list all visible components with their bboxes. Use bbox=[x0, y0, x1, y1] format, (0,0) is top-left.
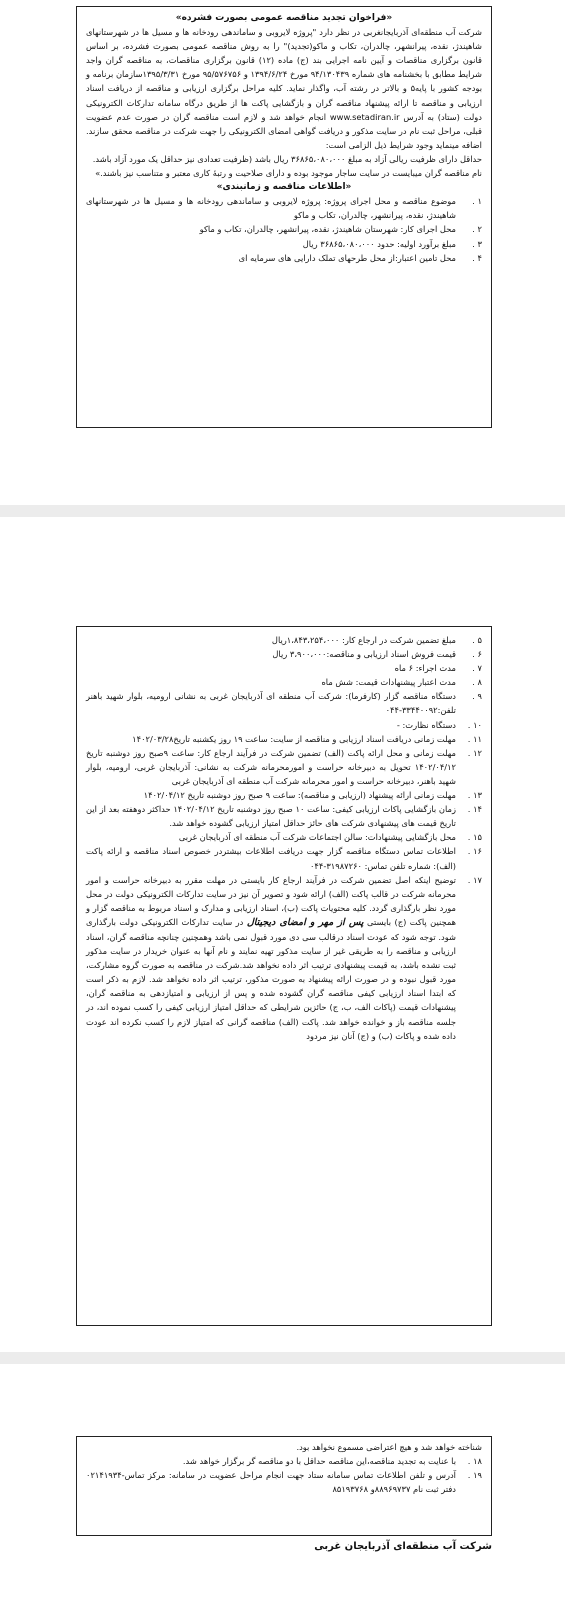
item-number: ۱۰ . bbox=[467, 719, 482, 730]
page-1 bbox=[0, 0, 565, 505]
item-text: دستگاه نظارت: - bbox=[396, 719, 456, 730]
list-item bbox=[86, 647, 482, 661]
intro-paragraph: شرکت آب منطقه‌ای آذربایجانغربی در نظر دارد "پروژه لایروبی و ساماندهی رودخانه ها و مسیل ها در شهرستانهای شاهیندژ، نقده، پیرانشهر، چالدران، تکاب و ماکو(تجدید)" را به روش مناقصه عمومی بصورت فشرده، بر اساس قانون برگزاری مناقصات و آیین نامه اجرایی بند (ج) ماده (۱۲) قانون برگزاری مناقصات، به مناقصه گران واجد شرایط مطابق با بخشنامه های شماره ۹۴/۱۳۰۴۳۹ مورخ ۱۳۹۴/۶/۲۴ و ۹۵/۵۷۶۷۵۶ مورخ ۱۳۹۵/۳/۳۱سازمان برنامه و بودجه کشور با پایه۵ و بالاتر در رشته آب، واگذار نماید. کلیه مراحل برگزاری ارزیابی و مناقصه از دریافت اسناد ارزیابی و مناقصه تا ارائه پیشنهاد مناقصه گران و بازگشایی پاکت ها از طریق درگاه سامانه تدارکات الکترونیکی دولت (ستاد) به آدرس www.setadiran.ir انجام خواهد شد و لازم است مناقصه گران در صورت عدم عضویت قبلی، مراحل ثبت نام در سایت مذکور و دریافت گواهی امضای الکترونیکی را جهت شرکت در مناقصه محقق سازند. اضافه مینماید وجود شرایط ذیل الزامی است: bbox=[86, 27, 482, 150]
notice-title: «فراخوان تجدید مناقصه عمومی بصورت فشرده» bbox=[175, 13, 393, 23]
list-item bbox=[86, 830, 482, 844]
company-name: شرکت آب منطقه‌ای آذربایجان غربی bbox=[314, 1541, 492, 1552]
list-item bbox=[86, 732, 482, 746]
item-number: ۱۱ . bbox=[467, 733, 482, 744]
item-text: آدرس و تلفن اطلاعات تماس سامانه ستاد جهت انجام مراحل عضویت در سامانه: مرکز تماس-۰۲۱۴۱۹۳۴ دفتر ثبت نام ۸۸۹۶۹۷۳۷و ۸۵۱۹۳۷۶۸ bbox=[86, 1470, 456, 1495]
item-number: ۴ . bbox=[472, 252, 482, 263]
notice-box-2 bbox=[76, 626, 492, 1326]
list-item bbox=[86, 237, 482, 251]
digital-signature-emphasis: پس از مهر و امضای دیجیتال bbox=[246, 916, 364, 928]
items-list-1 bbox=[86, 194, 482, 264]
page-separator-1 bbox=[0, 505, 565, 517]
list-item bbox=[86, 661, 482, 675]
item-text: مهلت زمانی ارائه پیشنهاد (ارزیابی و مناقصه): ساعت ۹ صبح روز دوشنبه تاریخ ۱۴۰۲/۰۴/۱۲ bbox=[143, 790, 456, 801]
list-item bbox=[86, 718, 482, 732]
continuation-text: شناخته خواهد شد و هیچ اعتراضی مسموع نخواهد بود. bbox=[296, 1442, 482, 1452]
page-2 bbox=[0, 517, 565, 1352]
item-number: ۱۵ . bbox=[467, 832, 482, 843]
items-list-2 bbox=[86, 633, 482, 873]
page-3 bbox=[0, 1364, 565, 1600]
item-number: ۱۸ . bbox=[467, 1456, 482, 1467]
item-text: زمان بازگشایی پاکات ارزیابی کیفی: ساعت ۱۰ صبح روز دوشنبه تاریخ ۱۴۰۲/۰۴/۱۲ حداکثر دوهفته بعد از این تاریخ قیمت های پیشنهادی شرکت های حائز حداقل امتیاز ارزیابی گشوده خواهد شد. bbox=[86, 804, 456, 829]
item-number: ۱۲ . bbox=[467, 747, 482, 758]
item-number: ۱۳ . bbox=[467, 790, 482, 801]
name-rule-text: نام مناقصه گران میبایست در سایت ساجار موجود بوده و دارای صلاحیت و رتبهٔ کاری معتبر و متناسب نیز باشند.» bbox=[95, 168, 482, 179]
item-number: ۷ . bbox=[472, 663, 482, 674]
item-text: اطلاعات تماس دستگاه مناقصه گزار جهت دریافت اطلاعات بیشتردر خصوص اسناد مناقصه و ارائه پاکت (الف): شماره تلفن تماس: ۳۱۹۸۷۲۶۰-۰۴۴ bbox=[86, 846, 456, 871]
item-text: قیمت فروش اسناد ارزیابی و مناقصه:۳،۹۰۰،۰۰۰ ریال bbox=[272, 649, 456, 660]
item-number: ۳ . bbox=[472, 238, 482, 249]
item-number: ۱ . bbox=[472, 196, 482, 207]
setad-link[interactable]: www.setadiran.ir bbox=[329, 111, 400, 122]
list-item bbox=[86, 633, 482, 647]
item-text: مبلغ برآورد اولیه: حدود ۳۶۸۶۵،۰۸۰،۰۰۰ ریال bbox=[302, 238, 456, 249]
item-text: مدت اجراء: ۶ ماه bbox=[394, 663, 456, 674]
list-item bbox=[86, 251, 482, 265]
list-item bbox=[86, 746, 482, 788]
item-text: موضوع مناقصه و محل اجرای پروژه: پروژه لایروبی و ساماندهی رودخانه ها و مسیل ها در شهرستانهای شاهیندژ، نقده، پیرانشهر، چالدران، تکاب و ماکو bbox=[86, 196, 456, 221]
footer bbox=[76, 1540, 492, 1554]
item-text: محل بازگشایی پیشنهادات: سالن اجتماعات شرکت آب منطقه ای آذربایجان غربی bbox=[178, 832, 456, 843]
item-number: ۹ . bbox=[472, 691, 482, 702]
item-number: ۱۹ . bbox=[467, 1470, 482, 1481]
list-item bbox=[86, 788, 482, 802]
requirement-text: حداقل دارای ظرفیت ریالی آزاد به مبلغ ۳۶۸۶۵،۰۸۰،۰۰۰ ریال باشد (ظرفیت تعدادی نیز حداقل یک مورد آزاد باشد. bbox=[92, 153, 482, 164]
item-text: دستگاه مناقصه گزار (کارفرما): شرکت آب منطقه ای آذربایجان غربی به نشانی ارومیه، بلوار شهید باهنر تلفن:۳۳۴۴۰۰۹۲-۰۴۴ bbox=[86, 691, 456, 716]
item-text: مبلغ تضمین شرکت در ارجاع کار: ۱،۸۴۳،۲۵۴،۰۰۰ریال bbox=[271, 635, 456, 645]
list-item bbox=[86, 675, 482, 689]
item-number: ۸ . bbox=[472, 677, 482, 688]
item-number: ۱۷ . bbox=[467, 874, 482, 885]
page-separator-2 bbox=[0, 1352, 565, 1364]
items-list-3 bbox=[86, 1454, 482, 1496]
item-text: مهلت زمانی و محل ارائه پاکت (الف) تضمین شرکت در فرآیند ارجاع کار: ساعت ۹صبح روز دوشنبه تاریخ ۱۴۰۲/۰۴/۱۲ تحویل به دبیرخانه حراست و امورمحرمانه شرکت به نشانی: آذربایجان غربی، ارومیه، بلوار شهید باهنر، دبیرخانه حراست و امور محرمانه شرکت آب منطقه ای آذربایجان غربی bbox=[86, 747, 456, 786]
list-item bbox=[86, 194, 482, 222]
list-item bbox=[86, 1468, 482, 1496]
item-text: مدت اعتبار پیشنهادات قیمت: شش ماه bbox=[321, 677, 456, 688]
list-item bbox=[86, 802, 482, 830]
item-number: ۶ . bbox=[472, 649, 482, 660]
item-text: مهلت زمانی دریافت اسناد ارزیابی و مناقصه از سایت: ساعت ۱۹ روز یکشنبه تاریخ۱۴۰۲/۰۳/۲۸ bbox=[132, 733, 456, 744]
list-item bbox=[86, 222, 482, 236]
item-number: ۱۴ . bbox=[467, 804, 482, 815]
item-number: ۵ . bbox=[472, 635, 482, 645]
section-title: «اطلاعات مناقصه و زمانبندی» bbox=[216, 182, 352, 193]
item-text: توضیح اینکه اصل تضمین شرکت در فرآیند ارجاع کار بایستی در مهلت مقرر به دبیرخانه حراست و امور محرمانه شرکت در قالب پاکت (الف) ارائه شود و تصویر آن نیز در سایت تدارکات الکترونیکی دولت در محل مورد نظر بارگذاری گردد. کلیه محتویات پاکت (ب)، اسناد ارزیابی و مدارک و اسناد مربوط به مناقصه گزار و همچنین پاکت (ج) بایستی پس از مهر و امضای دیجیتال در سایت تدارکات الکترونیکی دولت بارگذاری شود. توجه شود که عودت اسناد درقالب سی دی مورد قبول نمی باشد وهمچنین چنانچه مناقصه گران، اسناد ارزیابی و مناقصه را به طریقی غیر از سایت مذکور تهیه نمایند و نام آنها به عنوان خریدار در سایت مذکور ثبت نشده باشد، به قیمت پیشنهادی ترتیب اثر داده نخواهد شد.شرکت در مناقصه به صورت گروه مشارکت، مورد قبول نبوده و در صورت ارائه پیشنهاد به صورت مذکور، ترتیب اثر داده نخواهد شد. لازم به ذکر است که ابتدا اسناد ارزیابی کیفی مناقصه گران گشوده شده و پس از ارزیابی و امتیازدهی به مناقصه گران، پیشنهادات قیمت (پاکات الف، ب، ج) حائزین شرایطی که حداقل امتیاز ارزیابی کیفی را کسب نموده اند، در جلسه مناقصه باز و خوانده خواهد شد. پاکت (الف) مناقصه گرانی که امتیاز لازم را کسب نکرده اند عودت داده شده و پاکات (ب) و (ج) آنان نیز مردود bbox=[86, 874, 457, 1041]
list-item bbox=[86, 1454, 482, 1468]
item-text: محل تامین اعتبار:از محل طرحهای تملک دارایی های سرمایه ای bbox=[238, 252, 456, 263]
notice-box-3 bbox=[76, 1436, 492, 1536]
item-number: ۲ . bbox=[472, 224, 482, 235]
list-item bbox=[86, 689, 482, 717]
item-text: با عنایت به تجدید مناقصه،این مناقصه حداقل با دو مناقصه گر برگزار خواهد شد. bbox=[182, 1456, 456, 1467]
item-number: ۱۶ . bbox=[467, 846, 482, 857]
list-item-17 bbox=[86, 873, 482, 1043]
item-text: محل اجرای کار: شهرستان شاهیندژ، نقده، پیرانشهر، چالدران، تکاب و ماکو bbox=[199, 224, 456, 235]
list-item bbox=[86, 844, 482, 872]
notice-box-1 bbox=[76, 6, 492, 428]
